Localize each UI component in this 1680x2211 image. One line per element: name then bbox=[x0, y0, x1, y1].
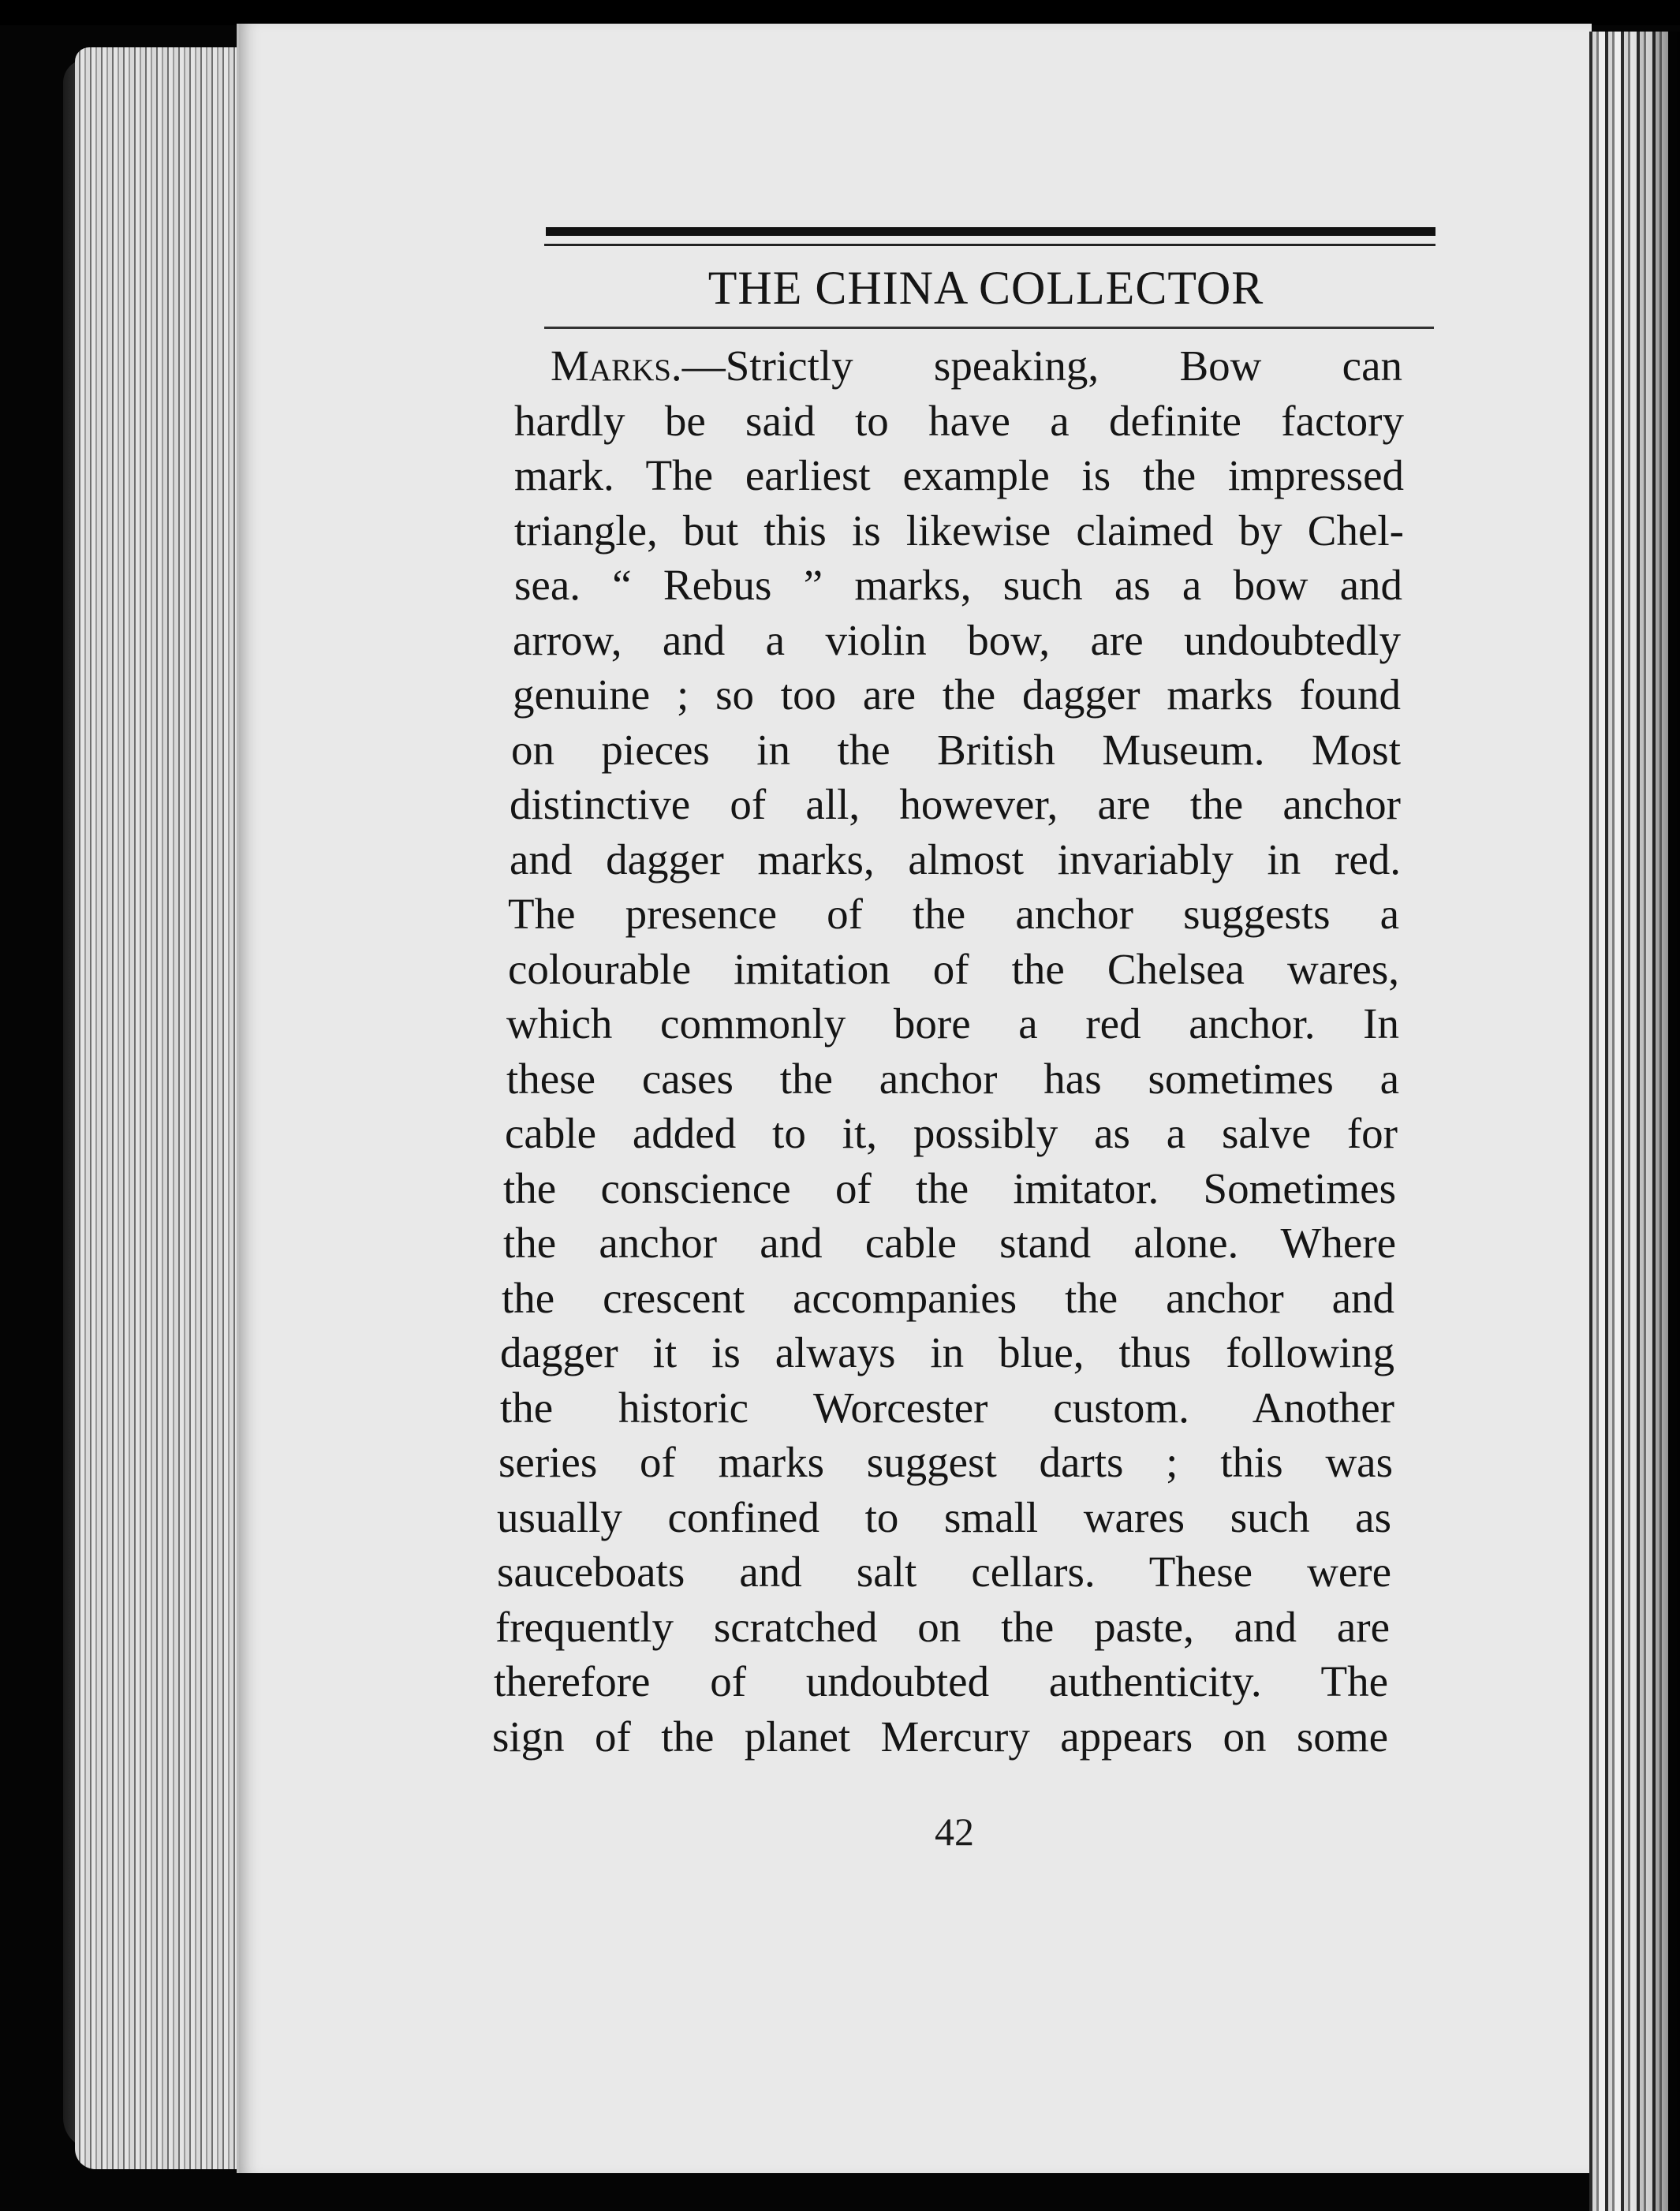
text-line: genuine ; so too are the dagger marks found bbox=[513, 670, 1401, 719]
text-line: therefore of undoubted authenticity. The bbox=[494, 1657, 1388, 1705]
text-line: the crescent accompanies the anchor and bbox=[502, 1273, 1394, 1322]
text-line: triangle, but this is likewise claimed by Chel- bbox=[514, 506, 1404, 555]
text-line: arrow, and a violin bow, are undoubtedly bbox=[513, 615, 1401, 664]
running-head: THE CHINA COLLECTOR bbox=[707, 262, 1264, 314]
text-line: series of marks suggest darts ; this was bbox=[498, 1438, 1393, 1486]
text-line: which commonly bore a red anchor. In bbox=[506, 999, 1399, 1048]
page-edge-shadow bbox=[1623, 32, 1680, 2211]
text-block bbox=[492, 227, 1435, 1764]
text-line: mark. The earliest example is the impressed bbox=[514, 451, 1404, 499]
header-rule-bottom bbox=[544, 327, 1434, 329]
text-line: sign of the planet Mercury appears on some bbox=[492, 1712, 1388, 1761]
text-line: sauceboats and salt cellars. These were bbox=[497, 1548, 1391, 1596]
page-number: 42 bbox=[935, 1810, 974, 1854]
text-line: colourable imitation of the Chelsea wares, bbox=[508, 944, 1399, 993]
text-line: Marks.—Strictly speaking, Bow can bbox=[551, 342, 1402, 390]
section-lead-in: Marks. bbox=[551, 342, 682, 390]
text-line: the conscience of the imitator. Sometimes bbox=[503, 1163, 1396, 1212]
text-line: the anchor and cable stand alone. Where bbox=[503, 1219, 1396, 1267]
scan-border bbox=[0, 0, 1680, 25]
text-line: cable added to it, possibly as a salve for bbox=[505, 1109, 1398, 1157]
text-line: frequently scratched on the paste, and are bbox=[495, 1602, 1390, 1651]
header-rule-thin bbox=[544, 244, 1435, 246]
text-line: dagger it is always in blue, thus following bbox=[500, 1328, 1394, 1376]
text-line: The presence of the anchor suggests a bbox=[508, 890, 1399, 938]
text-line: distinctive of all, however, are the anchor bbox=[510, 780, 1401, 828]
page-edges-left bbox=[75, 47, 245, 2169]
text-line: usually confined to small wares such as bbox=[497, 1492, 1391, 1541]
text-line: these cases the anchor has sometimes a bbox=[506, 1054, 1399, 1103]
header-rule-thick bbox=[546, 227, 1435, 236]
body-text bbox=[492, 338, 1435, 1764]
text-line: on pieces in the British Museum. Most bbox=[511, 725, 1401, 774]
text-line: hardly be said to have a definite factory bbox=[514, 396, 1404, 445]
text-line: the historic Worcester custom. Another bbox=[500, 1383, 1394, 1432]
text-line: sea. “ Rebus ” marks, such as a bow and bbox=[514, 561, 1402, 609]
text-line: and dagger marks, almost invariably in red. bbox=[510, 835, 1401, 883]
